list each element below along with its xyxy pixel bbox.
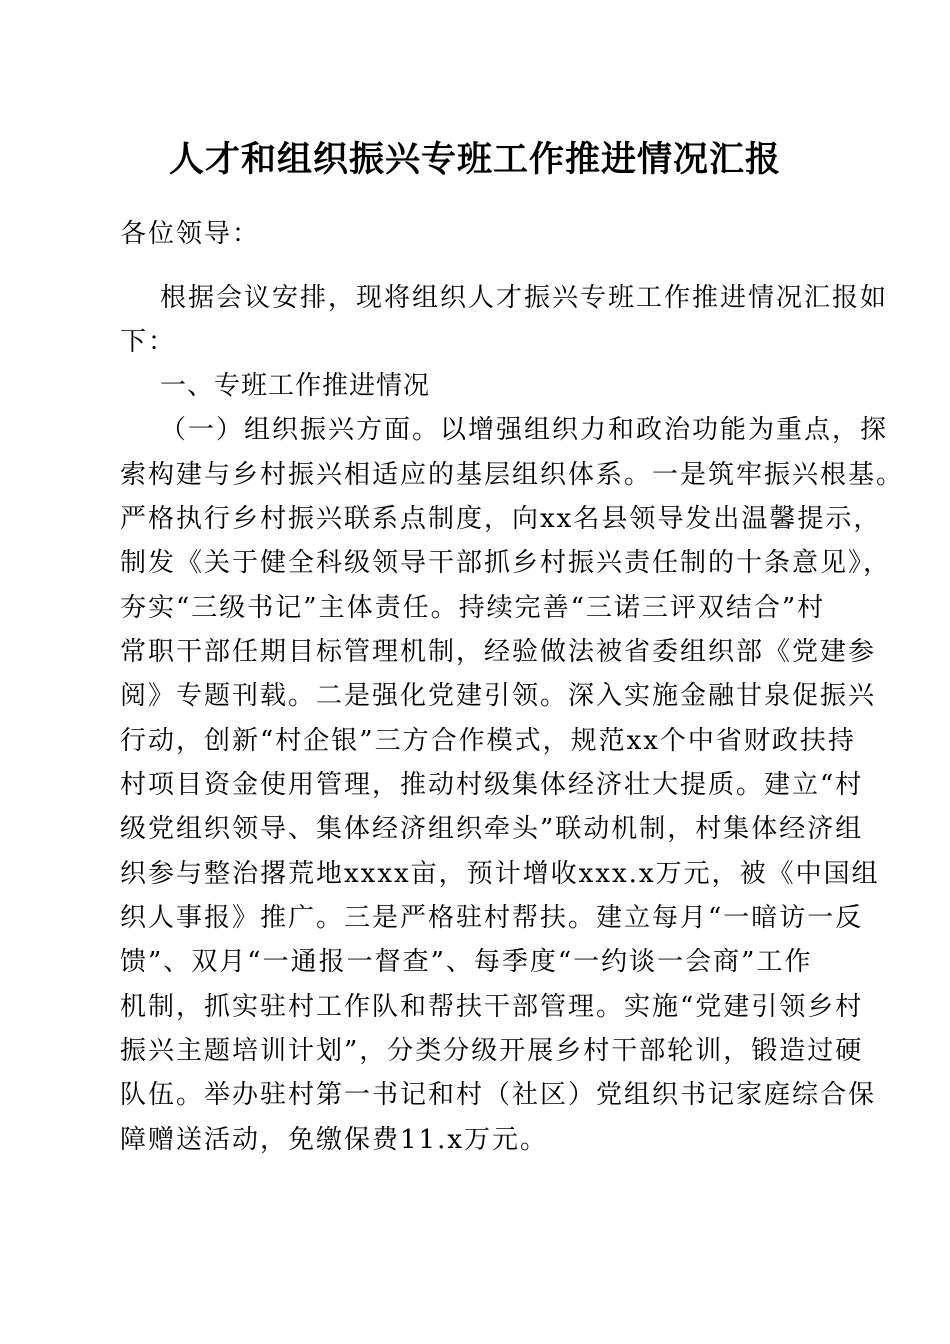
section-heading: 一、专班工作推进情况 <box>160 371 431 401</box>
paragraph-line: 队伍。举办驻村第一书记和村（社区）党组织书记家庭综合保 <box>120 1080 877 1110</box>
paragraph-line: 制发《关于健全科级领导干部抓乡村振兴责任制的十条意见》， <box>120 548 892 578</box>
paragraph-line: 行动，创新“村企银”三方合作模式，规范xx个中省财政扶持 <box>120 726 856 756</box>
paragraph-line: 振兴主题培训计划”，分类分级开展乡村干部轮训，锻造过硬 <box>120 1036 864 1066</box>
intro-line: 根据会议安排，现将组织人才振兴专班工作推进情况汇报如 <box>160 283 889 313</box>
paragraph-line: 严格执行乡村振兴联系点制度，向xx名县领导发出温馨提示， <box>120 504 882 534</box>
paragraph-line: 夯实“三级书记”主体责任。持续完善“三诺三评双结合”村 <box>120 593 826 623</box>
paragraph-line: 机制，抓实驻村工作队和帮扶干部管理。实施“党建引领乡村 <box>120 992 864 1022</box>
document-title: 人才和组织振兴专班工作推进情况汇报 <box>168 139 781 180</box>
paragraph-line: （一）组织振兴方面。以增强组织力和政治功能为重点，探 <box>160 415 889 445</box>
paragraph-line: 常职干部任期目标管理机制，经验做法被省委组织部《党建参 <box>120 637 877 667</box>
intro-line: 下： <box>120 327 177 357</box>
salutation: 各位领导： <box>120 219 261 249</box>
paragraph-line: 障赠送活动，免缴保费11.x万元。 <box>120 1125 549 1155</box>
paragraph-line: 级党组织领导、集体经济组织牵头”联动机制，村集体经济组 <box>120 814 864 844</box>
paragraph-line: 索构建与乡村振兴相适应的基层组织体系。一是筑牢振兴根基。 <box>120 460 905 490</box>
paragraph-line: 织人事报》推广。三是严格驻村帮扶。建立每月“一暗访一反 <box>120 903 864 933</box>
paragraph-line: 阅》专题刊载。二是强化党建引领。深入实施金融甘泉促振兴 <box>120 681 877 711</box>
paragraph-line: 织参与整治撂荒地xxxx亩，预计增收xxx.x万元，被《中国组 <box>120 859 880 889</box>
paragraph-line: 村项目资金使用管理，推动村级集体经济壮大提质。建立“村 <box>120 770 864 800</box>
paragraph-line: 馈”、双月“一通报一督查”、每季度“一约谈一会商”工作 <box>120 947 813 977</box>
